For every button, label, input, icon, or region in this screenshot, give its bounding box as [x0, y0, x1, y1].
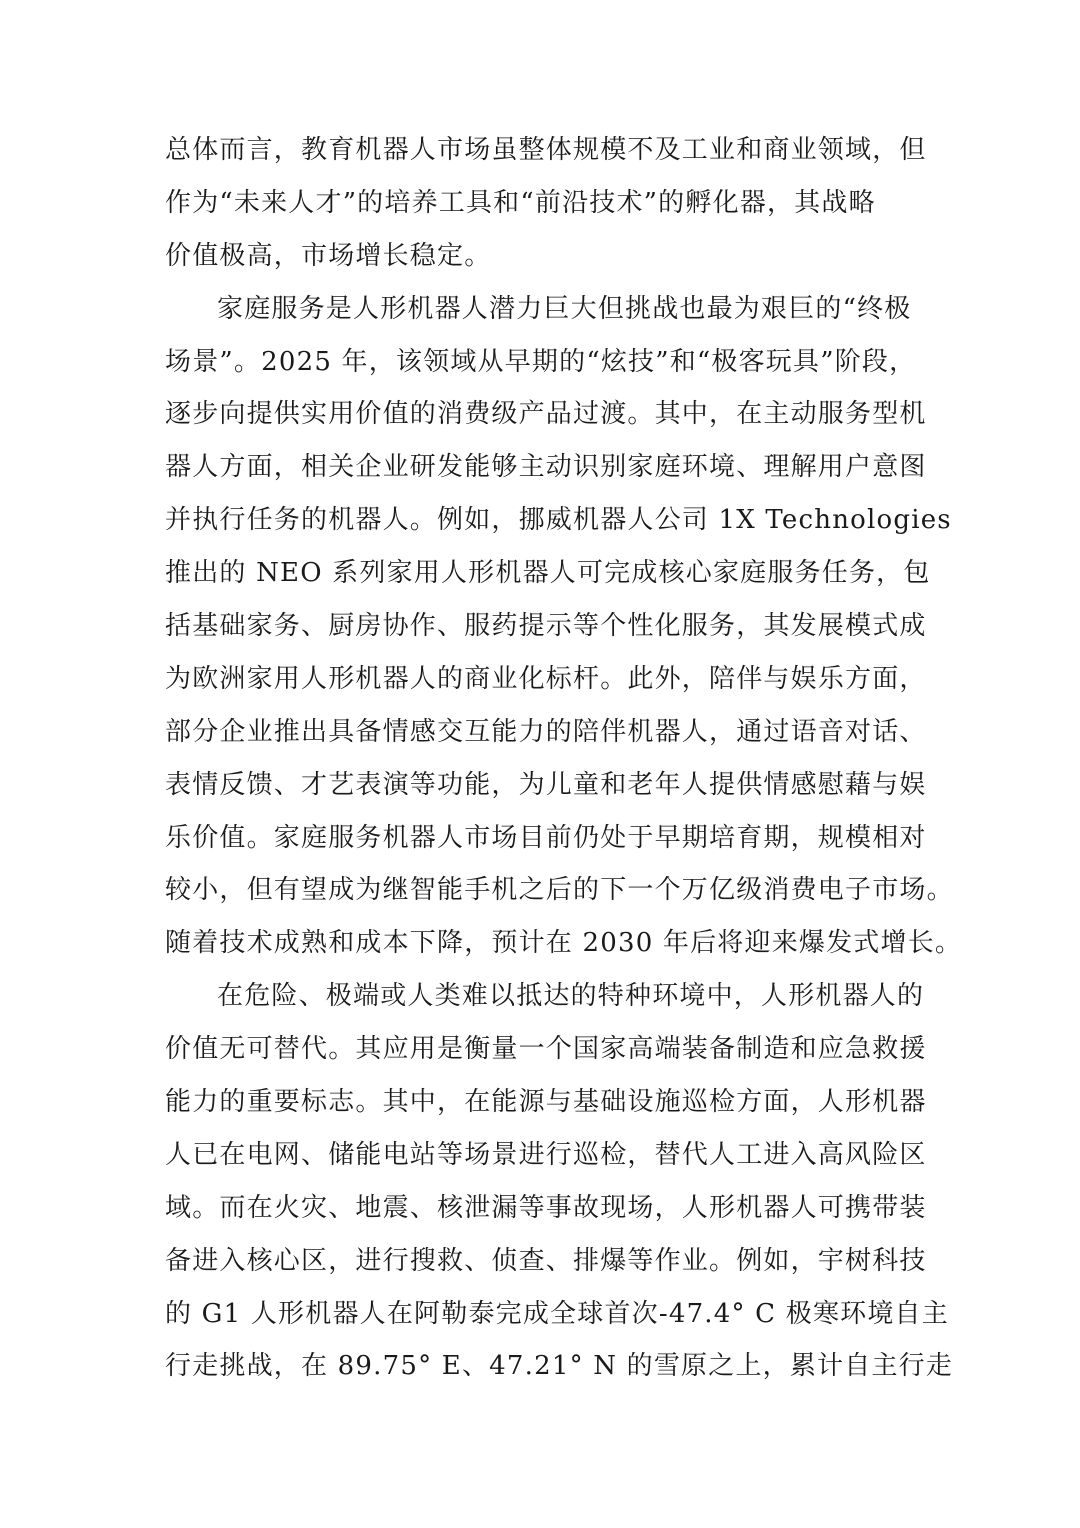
paragraph-special-environment: [165, 970, 954, 1393]
text-line: 场景”。2025 年，该领域从早期的“炫技”和“极客玩具”阶段，: [165, 346, 917, 377]
text-line: 能力的重要标志。其中，在能源与基础设施巡检方面，人形机器: [165, 1087, 927, 1118]
text-line: 价值极高，市场增长稳定。: [165, 240, 492, 271]
text-line: 并执行任务的机器人。例如，挪威机器人公司 1X Technologies: [165, 505, 952, 536]
text-line: 较小，但有望成为继智能手机之后的下一个万亿级消费电子市场。: [165, 875, 954, 906]
text-line: 备进入核心区，进行搜救、侦查、排爆等作业。例如，宇树科技: [165, 1245, 927, 1276]
text-line: 推出的 NEO 系列家用人形机器人可完成核心家庭服务任务，包: [165, 558, 931, 589]
text-line: 括基础家务、厨房协作、服药提示等个性化服务，其发展模式成: [165, 611, 927, 642]
text-line: 部分企业推出具备情感交互能力的陪伴机器人，通过语音对话、: [165, 716, 927, 747]
text-line: 为欧洲家用人形机器人的商业化标杆。此外，陪伴与娱乐方面，: [165, 663, 927, 694]
text-line: 乐价值。家庭服务机器人市场目前仍处于早期培育期，规模相对: [165, 822, 927, 853]
text-line: 人已在电网、储能电站等场景进行巡检，替代人工进入高风险区: [165, 1139, 927, 1170]
text-line: 表情反馈、才艺表演等功能，为儿童和老年人提供情感慰藉与娱: [165, 769, 927, 800]
text-line: 逐步向提供实用价值的消费级产品过渡。其中，在主动服务型机: [165, 399, 927, 430]
text-line: 随着技术成熟和成本下降，预计在 2030 年后将迎来爆发式增长。: [165, 928, 963, 959]
text-line: 总体而言，教育机器人市场虽整体规模不及工业和商业领域，但: [165, 135, 927, 165]
text-line: 在危险、极端或人类难以抵达的特种环境中，人形机器人的: [217, 981, 925, 1012]
body-text: [165, 124, 963, 1393]
text-line: 器人方面，相关企业研发能够主动识别家庭环境、理解用户意图: [165, 452, 927, 483]
paragraph-education-summary: [165, 124, 925, 283]
text-line: 作为“未来人才”的培养工具和“前沿技术”的孵化器，其战略: [165, 187, 876, 218]
text-line: 域。而在火灾、地震、核泄漏等事故现场，人形机器人可携带装: [165, 1192, 927, 1223]
text-line: 行走挑战，在 89.75° E、47.21° N 的雪原之上，累计自主行走: [165, 1351, 954, 1382]
paragraph-home-service: [165, 283, 963, 971]
text-line: 家庭服务是人形机器人潜力巨大但挑战也最为艰巨的“终极: [217, 293, 912, 324]
text-line: 价值无可替代。其应用是衡量一个国家高端装备制造和应急救援: [165, 1034, 927, 1065]
text-line: 的 G1 人形机器人在阿勒泰完成全球首次-47.4° C 极寒环境自主: [165, 1298, 949, 1329]
